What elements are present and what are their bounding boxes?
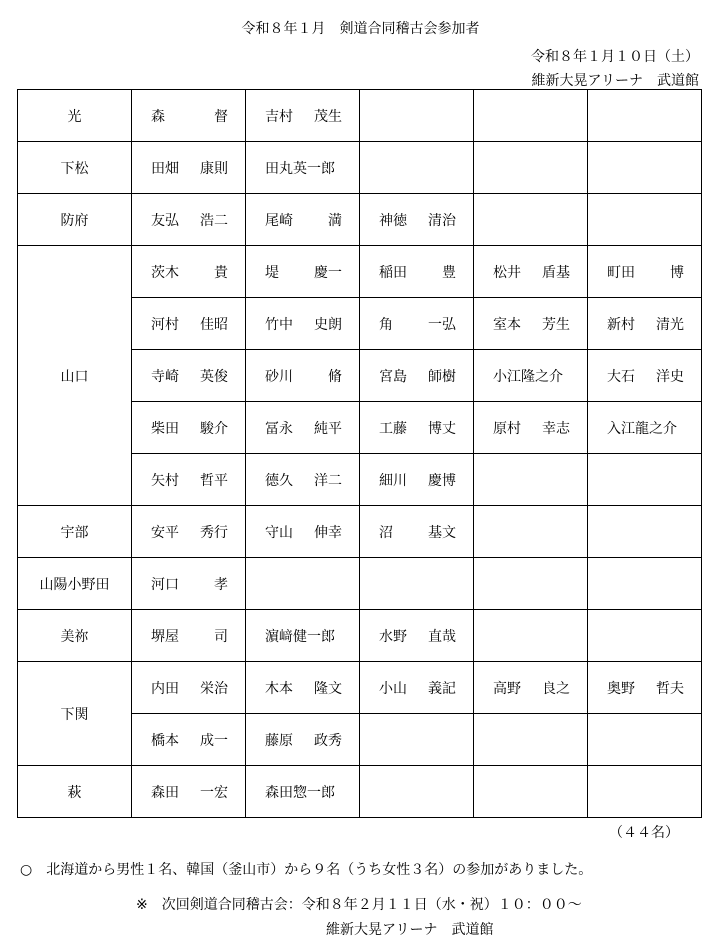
family-name: 濵﨑健一郎 — [265, 628, 335, 645]
participant-name — [246, 470, 359, 490]
family-name: 友弘 — [151, 212, 179, 229]
participant-name — [360, 678, 473, 698]
participant-cell — [132, 298, 246, 350]
participant-table-body — [18, 90, 702, 818]
family-name: 室本 — [493, 316, 521, 333]
participant-count: （４４名） — [609, 825, 679, 841]
participant-cell — [588, 298, 702, 350]
family-name: 細川 — [379, 472, 407, 489]
page-title: 令和８年１月 剣道合同稽古会参加者 — [241, 21, 480, 37]
region-name: 山口 — [18, 246, 132, 506]
participant-cell — [474, 662, 588, 714]
region-name: 光 — [18, 90, 132, 142]
participant-cell — [588, 402, 702, 454]
empty-cell — [588, 506, 702, 558]
given-name: 貴 — [214, 264, 228, 281]
participant-cell — [246, 142, 360, 194]
participant-name — [246, 366, 359, 386]
empty-cell — [588, 90, 702, 142]
participant-cell — [246, 194, 360, 246]
given-name: 栄治 — [200, 680, 228, 697]
participant-cell — [246, 298, 360, 350]
participant-cell — [474, 298, 588, 350]
table-row — [18, 766, 702, 818]
table-row — [18, 506, 702, 558]
family-name: 森 — [151, 108, 165, 125]
family-name: 矢村 — [151, 472, 179, 489]
participant-cell — [132, 662, 246, 714]
participant-name — [132, 262, 245, 282]
region-name: 萩 — [18, 766, 132, 818]
empty-cell — [360, 766, 474, 818]
family-name: 内田 — [151, 680, 179, 697]
participant-name — [360, 522, 473, 542]
participant-cell — [360, 610, 474, 662]
participant-name — [132, 366, 245, 386]
family-name: 沼 — [379, 524, 393, 541]
empty-cell — [474, 142, 588, 194]
given-name: 義記 — [428, 680, 456, 697]
given-name: 純平 — [314, 420, 342, 437]
family-name: 角 — [379, 316, 393, 333]
event-venue: 維新大晃アリーナ 武道館 — [531, 73, 699, 89]
participant-cell — [360, 246, 474, 298]
participant-cell — [132, 142, 246, 194]
given-name: 師樹 — [428, 368, 456, 385]
family-name: 松井 — [493, 264, 521, 281]
participant-cell — [246, 90, 360, 142]
participant-cell — [360, 298, 474, 350]
participant-name — [360, 470, 473, 490]
given-name: 洋二 — [314, 472, 342, 489]
overseas-participants-note: ○ 北海道から男性１名、韓国（釜山市）から９名（うち女性３名）の参加がありました。 — [20, 862, 593, 878]
participant-cell — [360, 402, 474, 454]
participant-cell — [246, 402, 360, 454]
family-name: 水野 — [379, 628, 407, 645]
empty-cell — [474, 766, 588, 818]
participant-cell — [246, 246, 360, 298]
given-name: 成一 — [200, 732, 228, 749]
given-name: 洋史 — [656, 368, 684, 385]
family-name: 河口 — [151, 576, 179, 593]
participant-name — [132, 678, 245, 698]
given-name: 伸幸 — [314, 524, 342, 541]
participant-name — [246, 210, 359, 230]
empty-cell — [474, 506, 588, 558]
given-name: 幸志 — [542, 420, 570, 437]
empty-cell — [360, 90, 474, 142]
participant-name — [132, 210, 245, 230]
family-name: 竹中 — [265, 316, 293, 333]
empty-cell — [588, 194, 702, 246]
family-name: 安平 — [151, 524, 179, 541]
given-name: 康則 — [200, 160, 228, 177]
participant-name — [588, 678, 701, 698]
participant-cell — [132, 714, 246, 766]
participant-cell — [588, 662, 702, 714]
event-date: 令和８年１月１０日（土） — [531, 49, 699, 65]
family-name: 吉村 — [265, 108, 293, 125]
given-name: 直哉 — [428, 628, 456, 645]
family-name: 大石 — [607, 368, 635, 385]
given-name: 芳生 — [542, 316, 570, 333]
given-name: 浩二 — [200, 212, 228, 229]
empty-cell — [360, 558, 474, 610]
empty-cell — [360, 142, 474, 194]
family-name: 茨木 — [151, 264, 179, 281]
region-name: 下関 — [18, 662, 132, 766]
participant-cell — [360, 506, 474, 558]
family-name: 小江隆之介 — [493, 368, 563, 385]
given-name: 史朗 — [314, 316, 342, 333]
given-name: 政秀 — [314, 732, 342, 749]
participant-cell — [132, 402, 246, 454]
participant-cell — [132, 90, 246, 142]
participant-cell — [132, 194, 246, 246]
participant-cell — [132, 558, 246, 610]
family-name: 田畑 — [151, 160, 179, 177]
participant-name — [132, 418, 245, 438]
participant-cell — [132, 454, 246, 506]
given-name: 基文 — [428, 524, 456, 541]
empty-cell — [474, 714, 588, 766]
participant-name — [246, 262, 359, 282]
participant-name — [474, 418, 587, 438]
participant-cell — [246, 766, 360, 818]
family-name: 小山 — [379, 680, 407, 697]
participant-cell — [246, 350, 360, 402]
participant-cell — [246, 662, 360, 714]
family-name: 宮島 — [379, 368, 407, 385]
family-name: 稲田 — [379, 264, 407, 281]
participant-cell — [588, 350, 702, 402]
empty-cell — [474, 454, 588, 506]
given-name: 茂生 — [314, 108, 342, 125]
empty-cell — [474, 610, 588, 662]
participant-cell — [474, 402, 588, 454]
empty-cell — [474, 194, 588, 246]
participant-cell — [246, 714, 360, 766]
participant-name — [360, 314, 473, 334]
given-name: 孝 — [214, 576, 228, 593]
table-row — [18, 662, 702, 714]
family-name: 奥野 — [607, 680, 635, 697]
family-name: 河村 — [151, 316, 179, 333]
family-name: 森田惣一郎 — [265, 784, 335, 801]
participant-name — [588, 314, 701, 334]
participant-name — [360, 366, 473, 386]
family-name: 尾崎 — [265, 212, 293, 229]
region-name: 下松 — [18, 142, 132, 194]
given-name: 司 — [214, 628, 228, 645]
participant-table — [17, 89, 702, 818]
empty-cell — [588, 142, 702, 194]
given-name: 秀行 — [200, 524, 228, 541]
family-name: 高野 — [493, 680, 521, 697]
participant-cell — [588, 246, 702, 298]
table-row — [18, 194, 702, 246]
family-name: 柴田 — [151, 420, 179, 437]
given-name: 慶博 — [428, 472, 456, 489]
participant-name — [474, 678, 587, 698]
next-session-note: ※ 次回剣道合同稽古会：令和８年２月１１日（水・祝）１０：００～ — [136, 897, 582, 913]
empty-cell — [588, 610, 702, 662]
participant-name — [246, 730, 359, 750]
participant-name — [246, 314, 359, 334]
given-name: 慶一 — [314, 264, 342, 281]
region-name: 宇部 — [18, 506, 132, 558]
participant-name — [246, 782, 359, 802]
participant-name — [132, 470, 245, 490]
family-name: 堤 — [265, 264, 279, 281]
participant-cell — [132, 766, 246, 818]
participant-name — [132, 782, 245, 802]
family-name: 堺屋 — [151, 628, 179, 645]
given-name: 哲夫 — [656, 680, 684, 697]
empty-cell — [360, 714, 474, 766]
next-session-venue: 維新大晃アリーナ 武道館 — [326, 922, 494, 938]
given-name: 豊 — [442, 264, 456, 281]
table-row — [18, 610, 702, 662]
given-name: 清治 — [428, 212, 456, 229]
participant-name — [246, 418, 359, 438]
participant-name — [246, 626, 359, 646]
participant-cell — [246, 506, 360, 558]
empty-cell — [588, 558, 702, 610]
table-row — [18, 558, 702, 610]
empty-cell — [588, 766, 702, 818]
family-name: 新村 — [607, 316, 635, 333]
participant-name — [246, 522, 359, 542]
table-row — [18, 90, 702, 142]
given-name: 博丈 — [428, 420, 456, 437]
family-name: 守山 — [265, 524, 293, 541]
empty-cell — [246, 558, 360, 610]
participant-cell — [360, 454, 474, 506]
participant-cell — [360, 194, 474, 246]
family-name: 寺崎 — [151, 368, 179, 385]
participant-name — [132, 314, 245, 334]
family-name: 砂川 — [265, 368, 293, 385]
given-name: 隆文 — [314, 680, 342, 697]
family-name: 神徳 — [379, 212, 407, 229]
participant-cell — [246, 454, 360, 506]
participant-name — [588, 418, 701, 438]
given-name: 英俊 — [200, 368, 228, 385]
given-name: 博 — [670, 264, 684, 281]
participant-cell — [360, 662, 474, 714]
participant-name — [588, 262, 701, 282]
participant-name — [474, 262, 587, 282]
family-name: 藤原 — [265, 732, 293, 749]
family-name: 工藤 — [379, 420, 407, 437]
participant-cell — [132, 246, 246, 298]
participant-name — [132, 522, 245, 542]
family-name: 田丸英一郎 — [265, 160, 335, 177]
family-name: 町田 — [607, 264, 635, 281]
participant-name — [246, 678, 359, 698]
region-name: 山陽小野田 — [18, 558, 132, 610]
participant-name — [474, 314, 587, 334]
participant-name — [360, 418, 473, 438]
table-row — [18, 142, 702, 194]
given-name: 盾基 — [542, 264, 570, 281]
given-name: 佳昭 — [200, 316, 228, 333]
region-name: 美祢 — [18, 610, 132, 662]
participant-name — [474, 366, 587, 386]
participant-name — [360, 210, 473, 230]
given-name: 満 — [328, 212, 342, 229]
participant-name — [132, 730, 245, 750]
empty-cell — [474, 90, 588, 142]
family-name: 原村 — [493, 420, 521, 437]
participant-name — [246, 158, 359, 178]
participant-name — [132, 158, 245, 178]
given-name: 督 — [214, 108, 228, 125]
given-name: 脩 — [328, 368, 342, 385]
participant-cell — [132, 610, 246, 662]
family-name: 冨永 — [265, 420, 293, 437]
given-name: 清光 — [656, 316, 684, 333]
empty-cell — [474, 558, 588, 610]
empty-cell — [588, 454, 702, 506]
family-name: 橋本 — [151, 732, 179, 749]
participant-name — [132, 574, 245, 594]
participant-cell — [474, 246, 588, 298]
participant-name — [132, 106, 245, 126]
participant-name — [360, 262, 473, 282]
participant-name — [246, 106, 359, 126]
participant-cell — [246, 610, 360, 662]
family-name: 德久 — [265, 472, 293, 489]
participant-cell — [474, 350, 588, 402]
table-row — [18, 246, 702, 298]
participant-cell — [360, 350, 474, 402]
family-name: 森田 — [151, 784, 179, 801]
given-name: 良之 — [542, 680, 570, 697]
family-name: 木本 — [265, 680, 293, 697]
participant-name — [360, 626, 473, 646]
given-name: 一弘 — [428, 316, 456, 333]
family-name: 入江龍之介 — [607, 420, 677, 437]
participant-name — [588, 366, 701, 386]
empty-cell — [588, 714, 702, 766]
region-name: 防府 — [18, 194, 132, 246]
participant-name — [132, 626, 245, 646]
participant-cell — [132, 506, 246, 558]
given-name: 哲平 — [200, 472, 228, 489]
given-name: 駿介 — [200, 420, 228, 437]
participant-cell — [132, 350, 246, 402]
given-name: 一宏 — [200, 784, 228, 801]
